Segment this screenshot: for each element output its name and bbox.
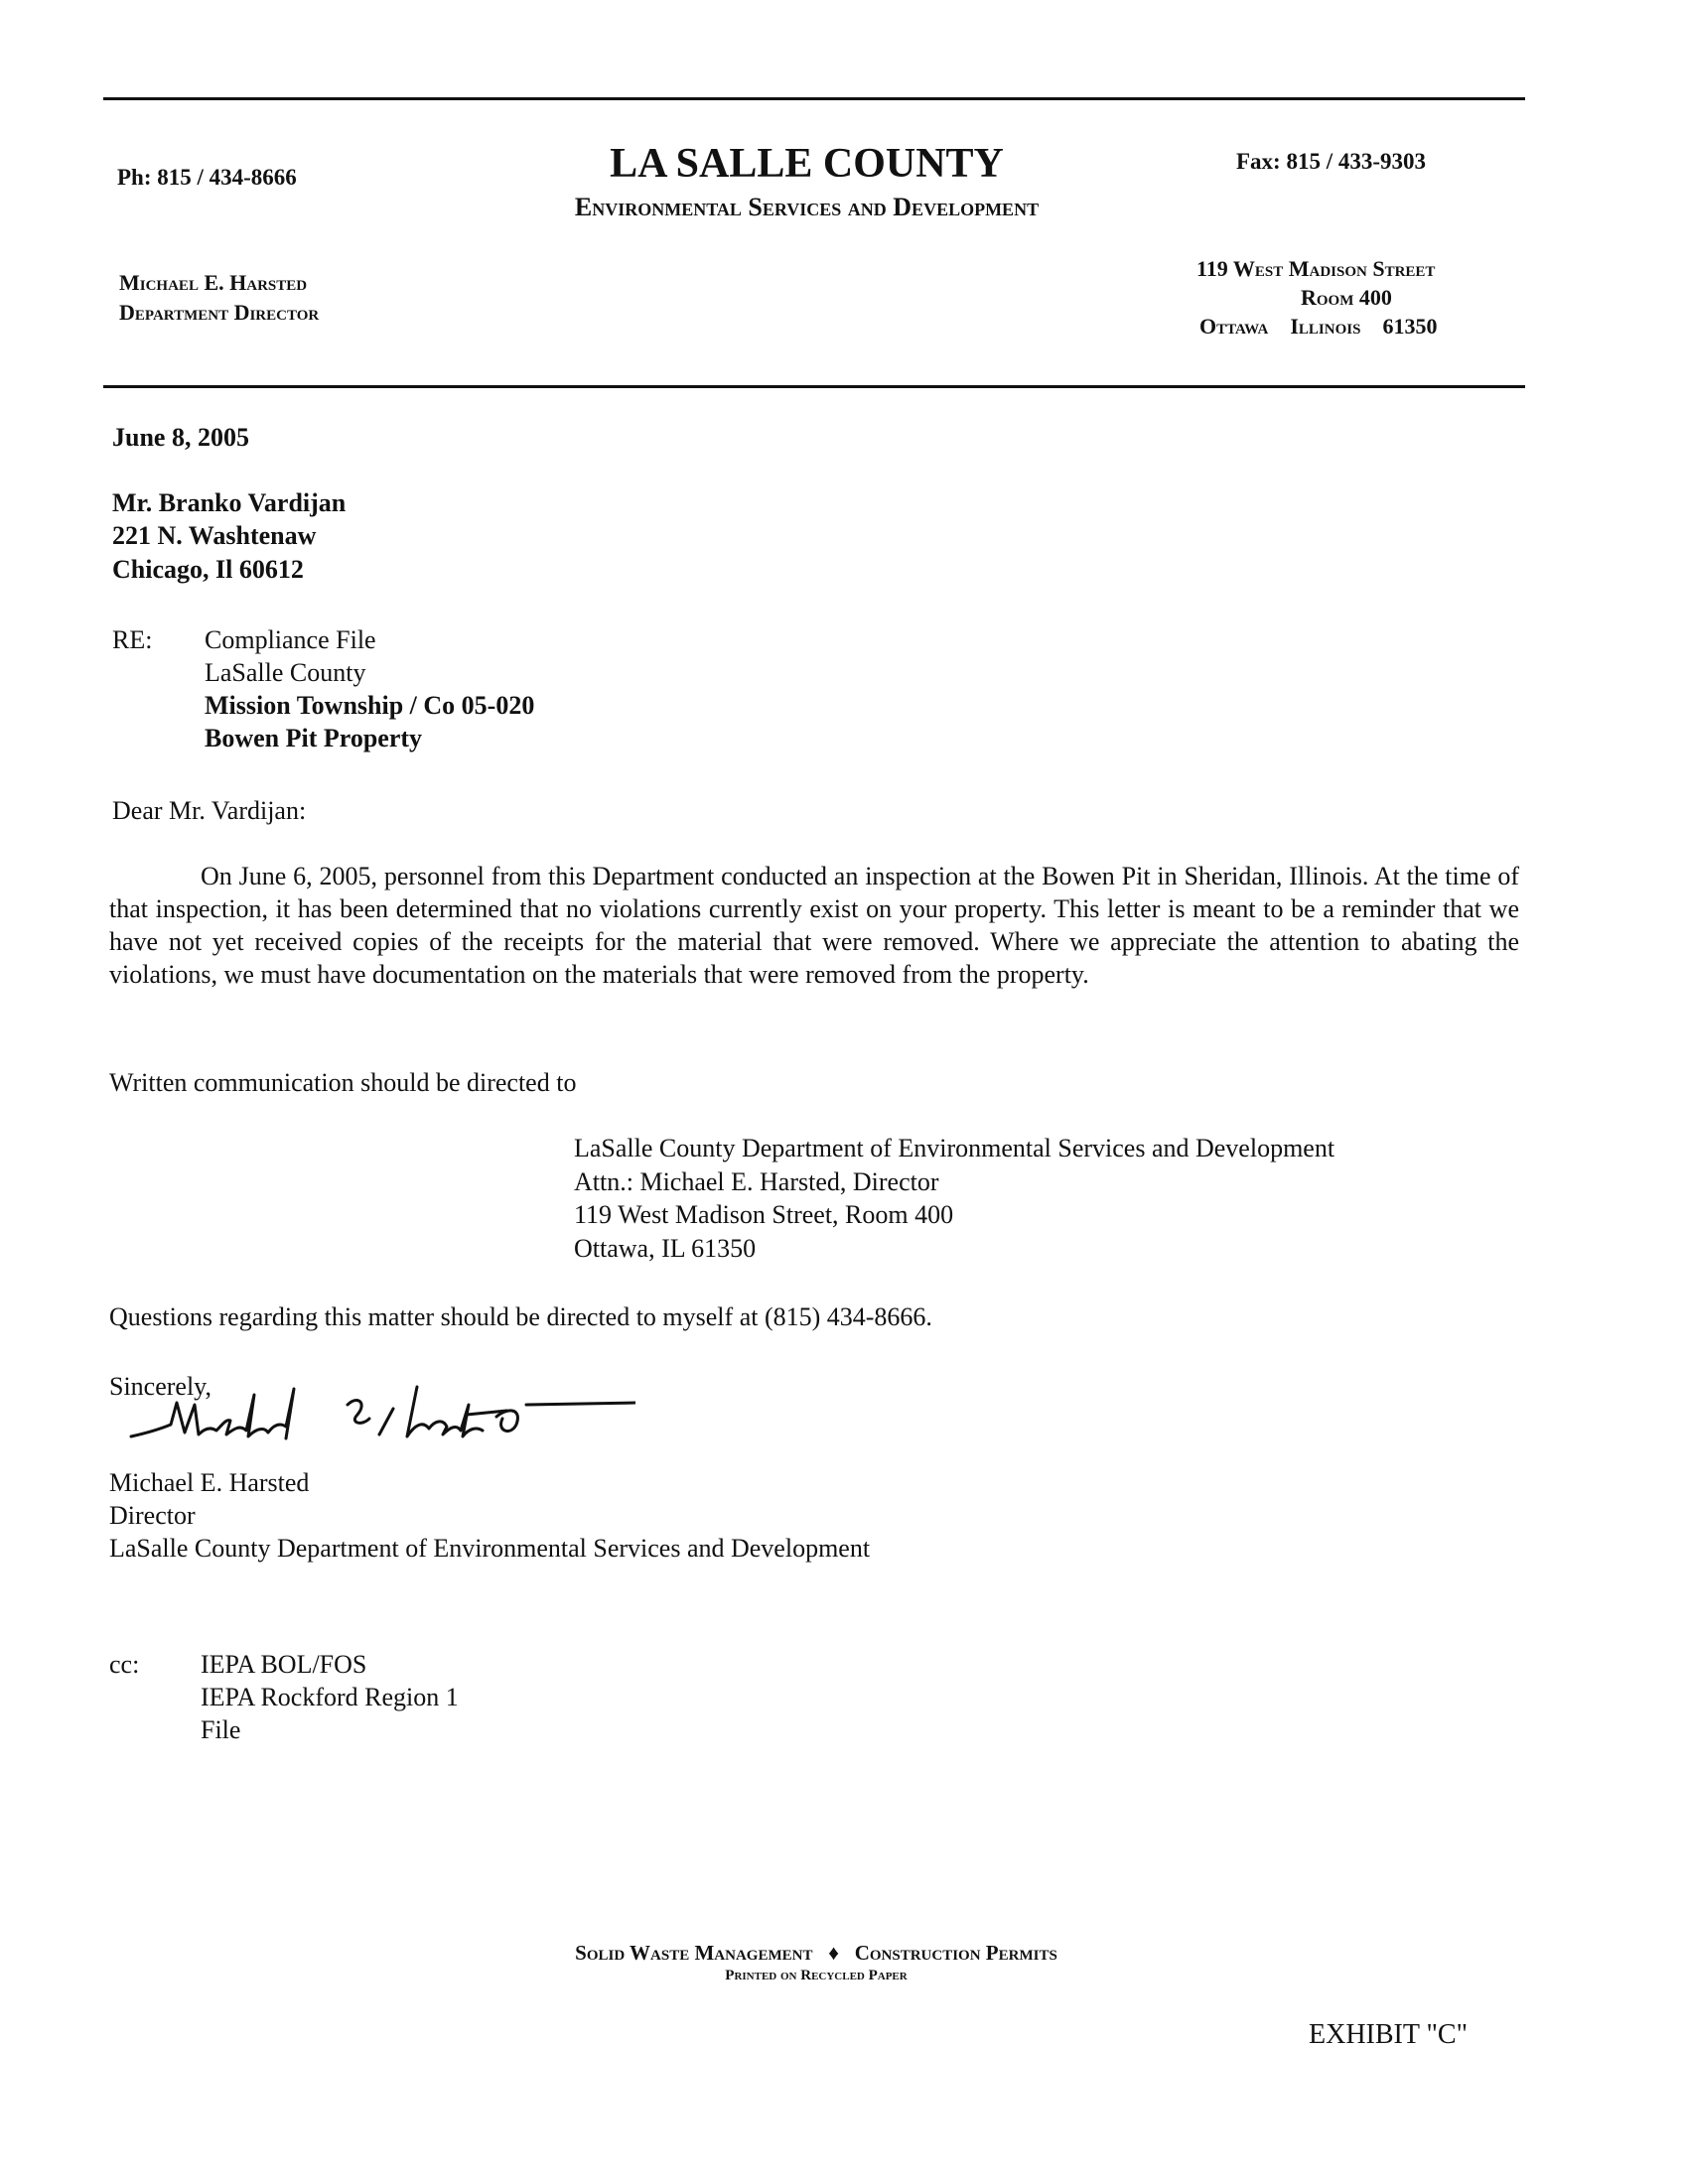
- org-title: LA SALLE COUNTY: [610, 141, 1004, 187]
- closing-sincerely: Sincerely,: [109, 1372, 211, 1401]
- cc-line-3: File: [201, 1715, 241, 1744]
- address-state: Illinois: [1290, 314, 1361, 339]
- body-paragraph-1: On June 6, 2005, personnel from this Department conducted an inspection at the Bowen Pit in Sheridan, Illinois. At the time of that inspection, it has been determined that no violations currently exist on your property. This letter is meant to be a reminder that we have not yet received copies of the receipts for the material that were removed. Where we appreciate the attention to abating the violations, we must have documentation on the materials that were removed from the property.: [109, 862, 1519, 989]
- address-street: 119 West Madison Street: [1196, 256, 1436, 281]
- phone-label: Ph:: [117, 165, 152, 190]
- re-line-4: Bowen Pit Property: [205, 724, 423, 752]
- fax-line: [1236, 149, 1426, 175]
- mailing-address-line-4: Ottawa, IL 61350: [574, 1234, 757, 1263]
- re-line-2: LaSalle County: [205, 658, 366, 687]
- fax-number: 815 / 433-9303: [1286, 149, 1427, 174]
- mailing-address-line-1: LaSalle County Department of Environmental Services and Development: [574, 1134, 1335, 1162]
- signature: [119, 1375, 635, 1454]
- footer-service-2: Construction Permits: [854, 1941, 1057, 1965]
- address-city: Ottawa: [1199, 314, 1269, 339]
- letter-date: June 8, 2005: [112, 423, 249, 452]
- salutation: Dear Mr. Vardijan:: [112, 796, 307, 825]
- fax-label: Fax:: [1236, 149, 1281, 174]
- signer-title: Director: [109, 1501, 196, 1530]
- director-name: Michael E. Harsted: [119, 270, 308, 295]
- re-line-1: Compliance File: [205, 625, 376, 654]
- diamond-icon: ♦: [828, 1941, 839, 1965]
- signer-name: Michael E. Harsted: [109, 1468, 310, 1497]
- recipient-street: 221 N. Washtenaw: [112, 521, 317, 550]
- recipient-city: Chicago, Il 60612: [112, 555, 304, 584]
- dept-title: Environmental Services and Development: [574, 193, 1040, 221]
- cc-line-1: IEPA BOL/FOS: [201, 1650, 367, 1679]
- recipient-name: Mr. Branko Vardijan: [112, 488, 347, 517]
- re-label: RE:: [112, 625, 153, 654]
- address-room: Room 400: [1301, 285, 1392, 310]
- signature-image: [119, 1375, 635, 1454]
- footer-recycled: Printed on Recycled Paper: [725, 1968, 908, 1983]
- re-line-3: Mission Township / Co 05-020: [205, 691, 535, 720]
- footer-services: [0, 1941, 1632, 1966]
- signer-dept: LaSalle County Department of Environmental Services and Development: [109, 1534, 871, 1563]
- address-zip: 61350: [1382, 314, 1438, 339]
- address-city-line: [1199, 314, 1437, 340]
- cc-line-2: IEPA Rockford Region 1: [201, 1683, 459, 1711]
- director-title: Department Director: [119, 300, 320, 325]
- mailing-address-line-2: Attn.: Michael E. Harsted, Director: [574, 1167, 939, 1196]
- mailing-address-line-3: 119 West Madison Street, Room 400: [574, 1200, 954, 1229]
- bottom-rule: [103, 385, 1525, 388]
- exhibit-label: EXHIBIT "C": [1309, 2019, 1469, 2050]
- body-paragraph-2: Written communication should be directed to: [109, 1068, 577, 1097]
- footer-service-1: Solid Waste Management: [575, 1941, 813, 1965]
- top-rule: [103, 97, 1525, 100]
- questions-line: Questions regarding this matter should be directed to myself at (815) 434-8666.: [109, 1302, 932, 1331]
- phone-number: 815 / 434-8666: [157, 165, 297, 190]
- cc-label: cc:: [109, 1650, 140, 1679]
